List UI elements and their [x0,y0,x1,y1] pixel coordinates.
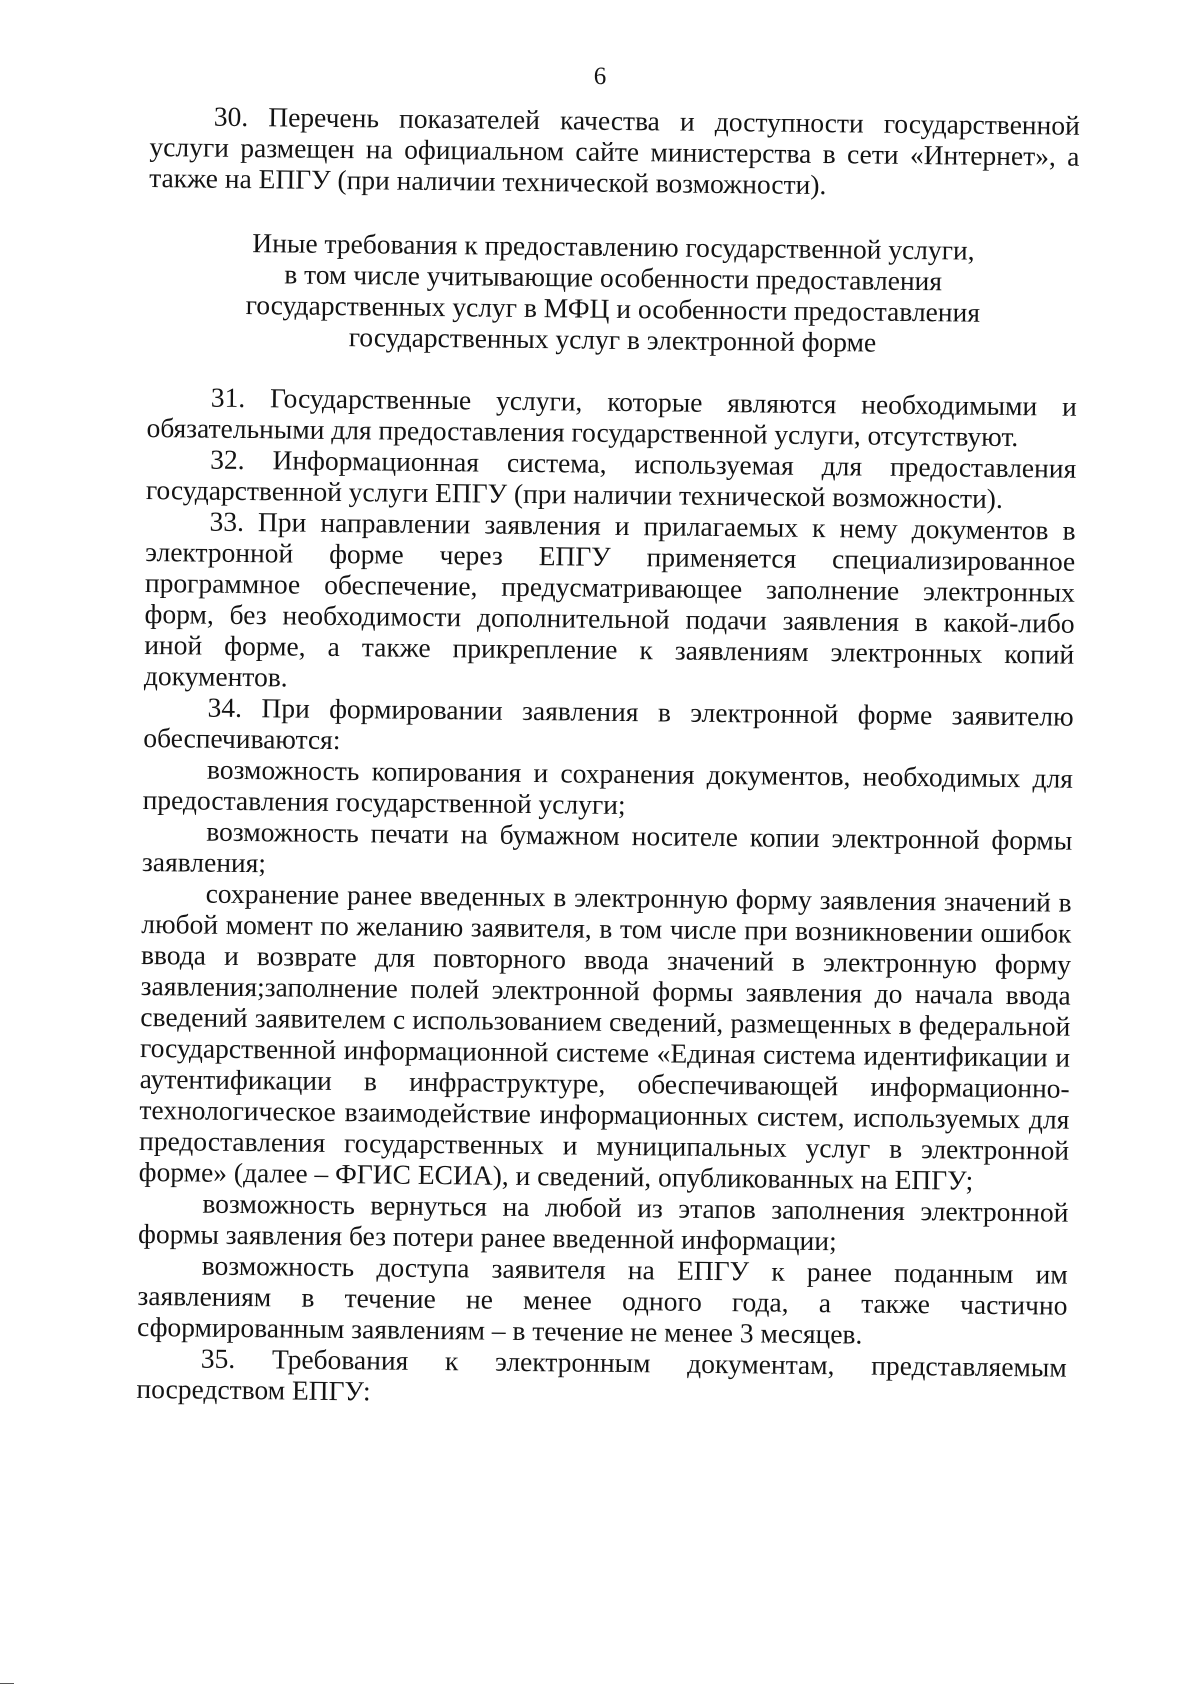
paragraph-34-item-4: возможность вернуться на любой из этапов заполнения электронной формы заявления без потери ранее введенной информации; [137,1187,1069,1257]
paragraph-34-item-1: возможность копирования и сохранения документов, необходимых для предоставления государственной услуги; [142,753,1074,821]
paragraph-34-item-5: возможность доступа заявителя на ЕПГУ к ранее поданным им заявлениям в течение не менее одного года, а также частично сформированным заявлениям – в течение не менее 3 месяцев. [136,1249,1068,1350]
section-heading-line-2: в том числе учитывающие особенности предоставления [284,258,943,297]
paragraph-32: 32. Информационная система, используемая для предоставления государственной услуги ЕПГУ (при наличии технической возможности). [145,443,1077,514]
scan-edge-mark [0,1683,14,1684]
section-heading-line-3: государственных услуг в МФЦ и особенности предоставления [245,289,981,328]
paragraph-31: 31. Государственные услуги, которые являются необходимыми и обязательными для предоставления государственной услуги, отсутствуют. [146,381,1078,453]
page-number: 6 [593,63,607,90]
paragraph-30: 30. Перечень показателей качества и доступности государственной услуги размещен на официальном сайте министерства в сети «Интернет», а также на ЕПГУ (при наличии технической возможности). [149,100,1080,201]
document-body [136,100,1080,1414]
section-heading [147,226,1078,360]
section-heading-line-1: Иные требования к предоставлению государственной услуги, [252,227,975,266]
paragraph-34-item-3: сохранение ранее введенных в электронную форму заявления значений в любой момент по желанию заявителя, в том числе при возникновении ошибок ввода и возврате для повторного ввода значений в электронную форму заявления;заполнение полей электронной формы заявления до начала ввода сведений заявителем с использованием сведений, размещенных в федеральной государственной информационной системе «Единая система идентификации и аутентификации в инфраструктуре, обеспечивающей информационно-технологическое взаимодействие информационных систем, используемых для предоставления государственных и муниципальных услуг в электронной форме» (далее – ФГИС ЕСИА), и сведений, опубликованных на ЕПГУ; [138,877,1072,1196]
section-heading-line-4: государственных услуг в электронной форме [348,321,877,358]
paragraph-34: 34. При формировании заявления в электронной форме заявителю обеспечиваются: [143,691,1074,756]
paragraph-34-item-2: возможность печати на бумажном носителе копии электронной формы заявления; [141,815,1073,879]
paragraph-35: 35. Требования к электронным документам, представляемым посредством ЕПГУ: [136,1342,1067,1407]
paragraph-33: 33. При направлении заявления и прилагаемых к нему документов в электронной форме через ЕПГУ применяется специализированное программное обеспечение, предусматривающее заполнение электронных форм, без необходимости дополнительной подачи заявления в какой-либо иной форме, а также прикрепление к заявлениям электронных копий документов. [143,505,1076,693]
